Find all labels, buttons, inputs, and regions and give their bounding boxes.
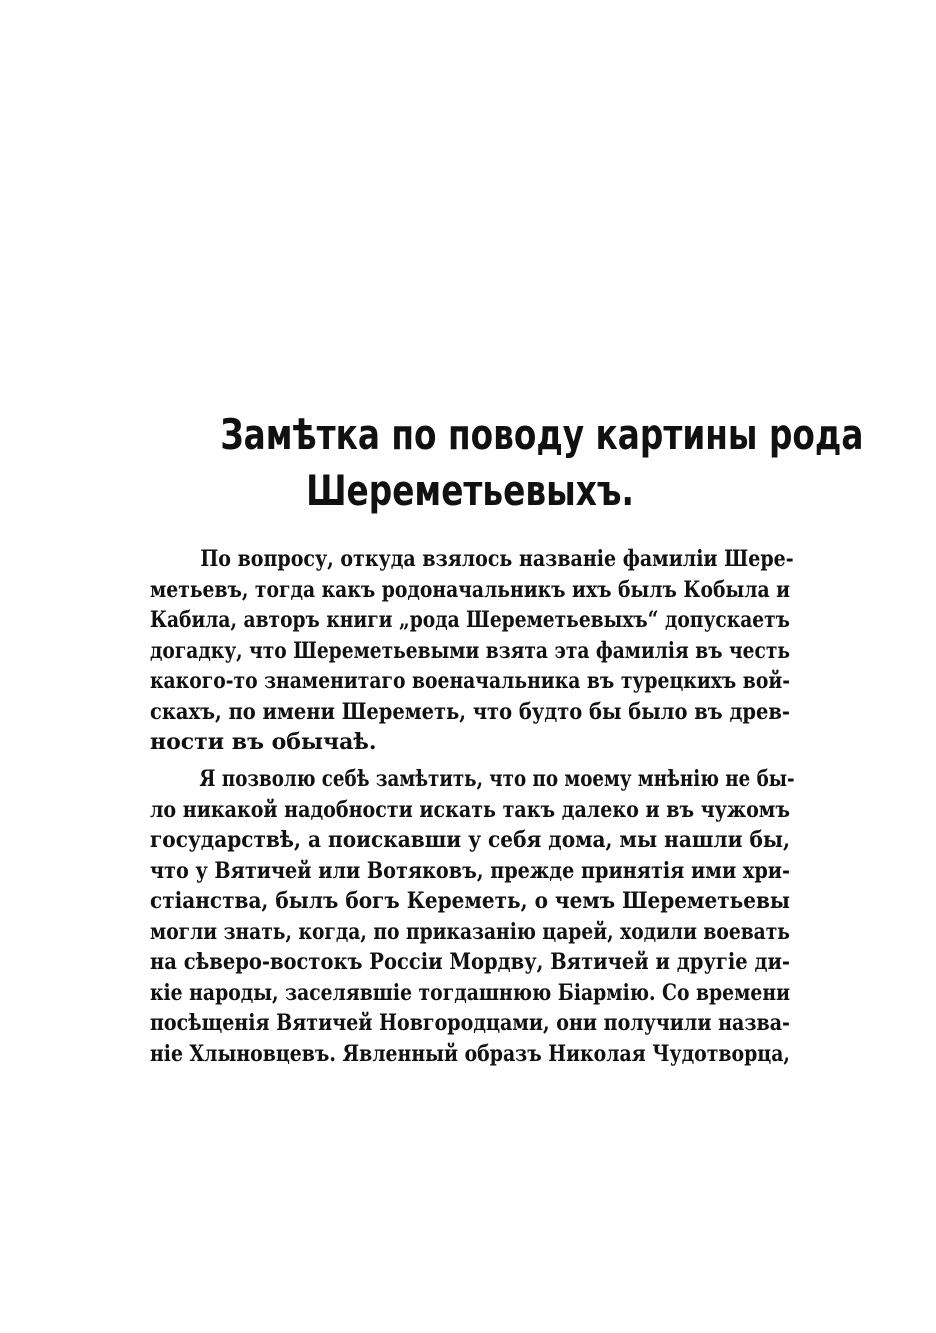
text-line: могли знать, когда, по приказанію царей, ходили воевать <box>150 918 790 945</box>
text-line: ніе Хлыновцевъ. Явленный образъ Николая Чудотворца, <box>150 1040 791 1067</box>
text-line: Я позволю себѣ замѣтить, что по моему мнѣнію не бы- <box>199 766 795 792</box>
text-line: ности въ обычаѣ. <box>150 729 377 755</box>
page-title-line-2: Шереметьевыхъ. <box>306 466 634 515</box>
text-line: догадку, что Шереметьевыми взята эта фамилія въ честь <box>150 637 791 664</box>
text-line: кіе народы, заселявшіе тогдашнюю Біармію. Со времени <box>150 979 791 1006</box>
text-line: какого-то знаменитаго военачальника въ турецкихъ вой- <box>150 668 791 694</box>
text-line: ло никакой надобности искать такъ далеко и въ чужомъ <box>150 796 790 823</box>
text-line: что у Вятичей или Вотяковъ, прежде принятія ими хри- <box>150 857 791 884</box>
text-line: посѣщенія Вятичей Новгородцами, они получили назва- <box>150 1010 790 1036</box>
text-line: государствѣ, а поискавши у себя дома, мы нашли бы, <box>150 827 791 853</box>
text-line: скахъ, по имени Шереметь, что будто бы было въ древ- <box>150 698 791 725</box>
text-line: По вопросу, откуда взялось названіе фамиліи Шере- <box>200 546 794 572</box>
paragraph-2 <box>150 764 795 1069</box>
page-title-line-1: Замѣтка по поводу картины рода <box>220 410 864 459</box>
text-line: стіанства, былъ богъ Кереметь, о чемъ Шереметьевы <box>150 888 790 914</box>
paragraph-1 <box>150 544 794 758</box>
text-line: метьевъ, тогда какъ родоначальникъ ихъ былъ Кобыла и <box>150 576 791 603</box>
text-line: на сѣверо-востокъ Россіи Мордву, Вятичей и другіе ди- <box>150 949 791 975</box>
text-line: Кабила, авторъ книги „рода Шереметьевыхъ“ допускаетъ <box>150 607 790 633</box>
